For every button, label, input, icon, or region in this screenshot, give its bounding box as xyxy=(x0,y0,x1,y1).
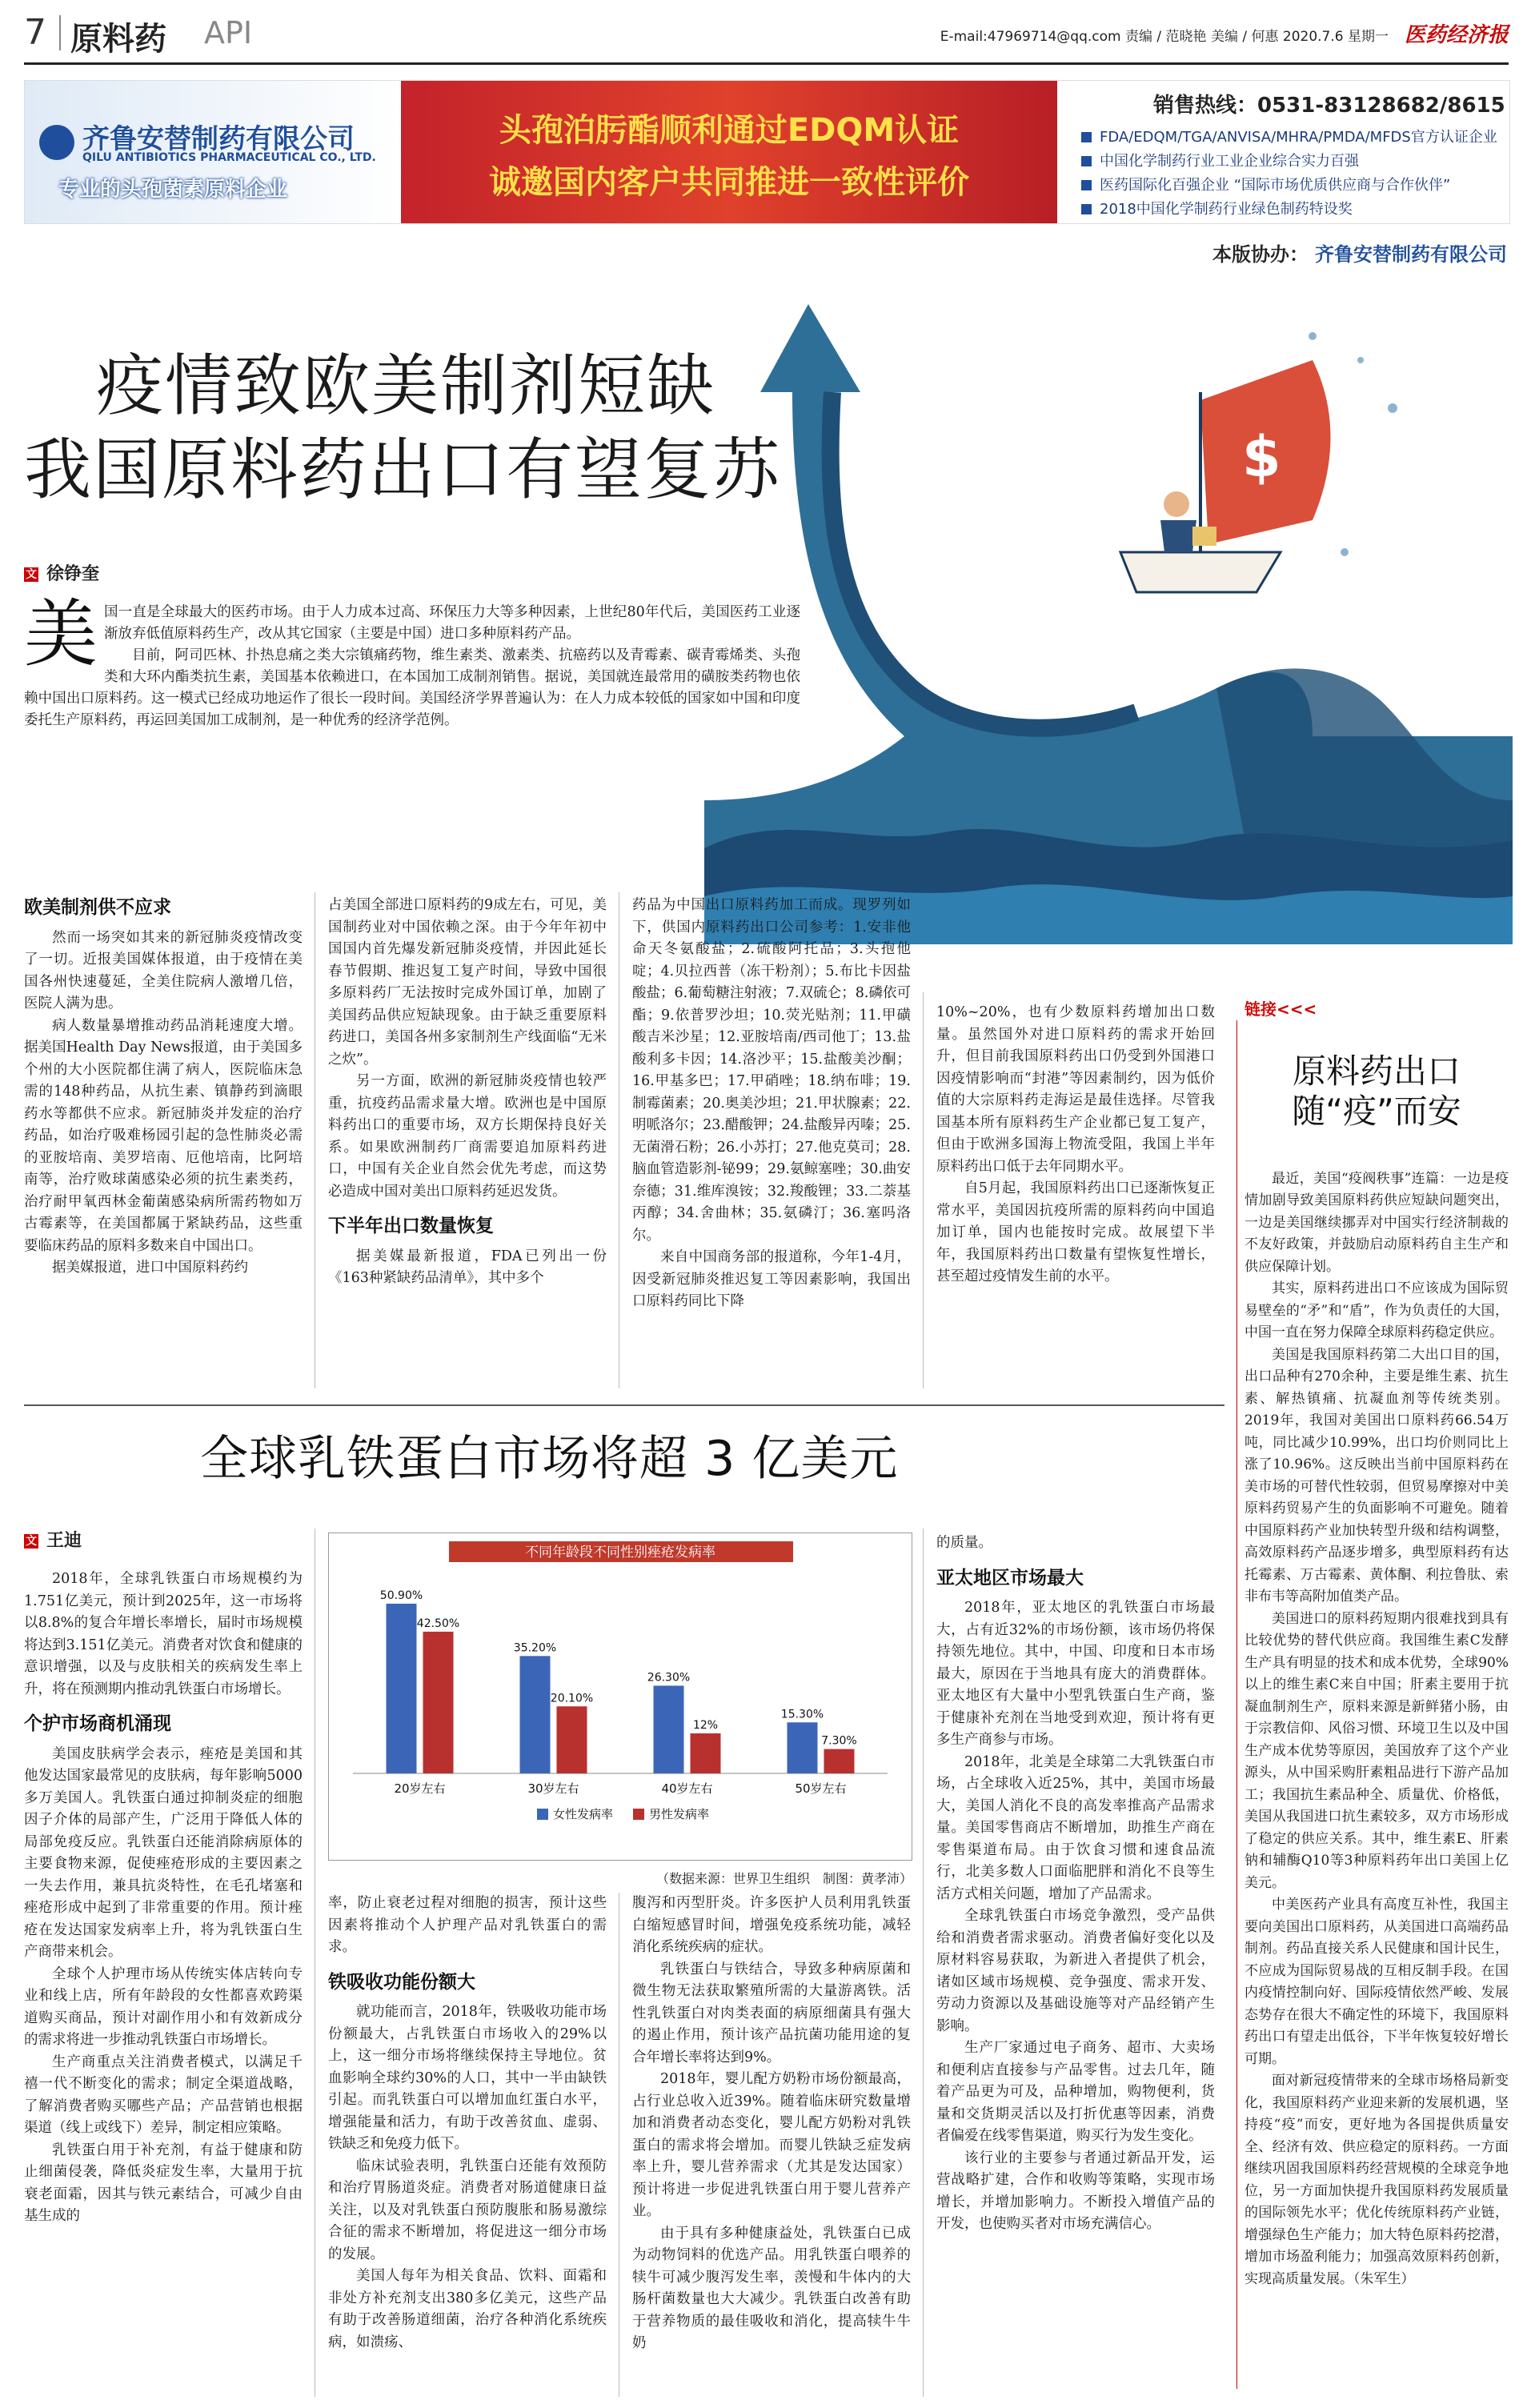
article2-byline xyxy=(24,1527,82,1552)
paragraph: 自5月起，我国原料药出口已逐渐恢复正常水平，美国因抗疫所需的原料药向中国追加订单，国内也能按时完成。故展望下半年，我国原料药出口数量有望恢复性增长，甚至超过疫情发生前的水平。 xyxy=(936,1180,1215,1284)
paragraph: 据美媒报道，进口中国原料药约 xyxy=(52,1260,248,1276)
dollar-sign-icon: $ xyxy=(1242,424,1281,490)
paragraph: 最近，美国“疫阀秩事”连篇：一边是疫情加剧导致美国原料药供应短缺问题突出，一边是美国继续挪弄对中国实行经济制裁的不友好政策，并鼓励启动原料药自主生产和供应保障计划。 xyxy=(1244,1170,1509,1275)
chart-bar xyxy=(788,1722,818,1773)
paragraph: 另一方面，欧洲的新冠肺炎疫情也较严重，抗疫药品需求量大增。欧洲也是中国原料药出口的重要市场，双方长期保持良好关系。如果欧洲制药厂商需要追加原料药进口，中国有关企业自然会优先考虑，而这势必造成中国对美出口原料药延迟发货。 xyxy=(328,1073,607,1200)
chart-legend-label: 女性发病率 xyxy=(553,1807,614,1821)
paragraph: 生产厂家通过电子商务、超市、大卖场和便利店直接参与产品零售。过去几年，随着产品更为可及，品种增加，购物便利，货量和交货期灵活以及打折优惠等因素，消费者偏爱在线零售渠道，购买行为发生变化。 xyxy=(936,2040,1215,2144)
article1-lead xyxy=(24,591,800,731)
byline-tag: 文 xyxy=(26,1535,37,1548)
banner-item: 2018中国化学制药行业绿色制药特设奖 xyxy=(1081,198,1353,218)
lead-paragraph-1: 国一直是全球最大的医药市场。由于人力成本过高、环保压力大等多种因素，上世纪80年代后，美国医药工业逐渐放弃低值原料药生产，改从其它国家（主要是中国）进口多种原料药产品。 xyxy=(104,604,800,642)
chart-bar xyxy=(520,1656,551,1773)
chart-data-label: 26.30% xyxy=(647,1671,691,1685)
chart-legend-swatch xyxy=(633,1809,644,1820)
chart-data-label: 12% xyxy=(692,1719,719,1732)
banner-company-name: 齐鲁安替制药有限公司 xyxy=(82,123,355,155)
column-divider xyxy=(923,1529,924,2397)
banner-slogan: 专业的头孢菌素原料企业 xyxy=(58,178,288,202)
paragraph: 中美医药产业具有高度互补性，我国主要向美国出口原料药，从美国进口高端药品制剂。药品直接关系人民健康和国计民生，不应成为国际贸易战的互相反制手段。在国内疫情控制向好、国际疫情依然严峻、发展态势存在很大不确定性的环境下，我国原料药出口有望走出低谷，下半年恢复较好增长可期。 xyxy=(1244,1897,1509,2067)
chart-category-label: 40岁左右 xyxy=(661,1781,713,1796)
paragraph: 然而一场突如其来的新冠肺炎疫情改变了一切。近报美国媒体报道，由于疫情在美国各州快速蔓延，全美住院病人激增几倍，医院人满为患。 xyxy=(24,929,303,1012)
company-logo-icon xyxy=(39,125,74,160)
chart-category-label: 50岁左右 xyxy=(795,1781,847,1796)
chart-data-label: 35.20% xyxy=(513,1641,557,1655)
sailboat-icon xyxy=(1120,360,1331,592)
paragraph: 乳铁蛋白用于补充剂，有益于健康和防止细菌侵袭，降低炎症发生率，大量用于抗衰老面霜，因其与铁元素结合，可减少自由基生成的 xyxy=(24,2142,303,2224)
sidebar-title xyxy=(1244,1052,1509,1132)
sidebar-body xyxy=(1244,1168,1509,2291)
paragraph: 药品为中国出口原料药加工而成。现罗列如下，供国内原料药出口公司参考：1.安非他命天冬氨酸盐；2.硫酸阿托品；3.头孢他啶；4.贝拉西普（冻干粉剂）；5.布比卡因盐酸盐；6.葡萄糖注射液；7.双硫仑；8.磷依可酯；9.依普罗沙坦；10.荧光贴剂；11.甲磺酸吉米沙星；12.亚胺培南/西司他丁；13.盐酸利多卡因；14.洛沙平；15.盐酸美沙酮；16.甲基多巴；17.甲硝唑；18.纳布啡；19.制霉菌素；20.奥美沙坦；21.甲状腺素；22.明哌洛尔；23.醋酸钾；24.盐酸异丙嗪；25.无菌滑石粉；26.小苏打；27.他克莫司；28.脑血管造影剂-铋99；29.氨鲸塞唑；30.曲安奈德；31.维库溴铵；32.羧酸锂；33.二萘基丙醇；34.舍曲林；35.氨磷汀；36.塞吗洛尔。 xyxy=(632,897,911,1244)
paragraph: 的质量。 xyxy=(936,1535,992,1551)
section-title-en: API xyxy=(204,15,253,50)
subhead: 个护市场商机涌现 xyxy=(24,1713,171,1734)
masthead-rule xyxy=(24,62,1509,65)
paragraph: 据美媒最新报道，FDA已列出一份《163种紧缺药品清单》，其中多个 xyxy=(328,1248,607,1286)
article1-headline xyxy=(24,344,782,512)
paragraph: 占美国全部进口原料药的9成左右，可见，美国制药业对中国依赖之深。由于今年年初中国国内首先爆发新冠肺炎疫情，并因此延长春节假期、推迟复工复产时间，导致中国很多原料药厂无法按时完成外国订单，加剧了美国药品供应短缺现象。由于缺乏重要原料药进口，美国各州多家制剂生产线面临“无米之炊”。 xyxy=(328,897,607,1068)
chart-data-label: 15.30% xyxy=(780,1708,824,1721)
paragraph: 就功能而言，2018年，铁吸收功能市场份额最大，占乳铁蛋白市场收入的29%以上，这一细分市场将继续保持主导地位。贫血影响全球约30%的人口，其中一半由缺铁引起。而乳铁蛋白可以增加血红蛋白水平，增强能量和活力，有助于改善贫血、虚弱、铁缺乏和免疫力低下。 xyxy=(328,2004,607,2152)
paragraph: 来自中国商务部的报道称，今年1-4月，因受新冠肺炎推迟复工等因素影响，我国出口原料药同比下降 xyxy=(632,1249,911,1309)
cosponsor-line xyxy=(1212,238,1507,266)
sidebar-rule xyxy=(1236,1020,1237,2389)
chart-legend-label: 男性发病率 xyxy=(649,1807,710,1821)
author-name: 徐铮奎 xyxy=(46,563,100,584)
chart-category-label: 20岁左右 xyxy=(394,1781,446,1796)
banner-item: 医药国际化百强企业 “国际市场优质供应商与合作伙伴” xyxy=(1081,174,1450,194)
paragraph: 10%~20%，也有少数原料药增加出口数量。虽然国外对进口原料药的需求开始回升，但目前我国原料药出口仍受到外国港口因疫情影响而“封港”等因素制约，因为低价值的大宗原料药走海运是最佳选择。尽管我国基本所有原料药生产企业都已复工复产，但由于欧洲多国海上物流受阻，我国上半年原料药出口低于去年同期水平。 xyxy=(936,1004,1215,1175)
subhead: 下半年出口数量恢复 xyxy=(328,1216,494,1236)
article2-column-4 xyxy=(936,1533,1215,2236)
chart-bar xyxy=(423,1632,454,1773)
author-name: 王迪 xyxy=(46,1530,82,1551)
banner-company-name-en: QILU ANTIBIOTICS PHARMACEUTICAL CO., LTD. xyxy=(82,151,376,164)
export-illustration xyxy=(704,288,1513,944)
byline-tag: 文 xyxy=(26,568,37,581)
chart-data-label: 7.30% xyxy=(821,1734,857,1748)
banner-headline-2: 诚邀国内客户共同推进一致性评价 xyxy=(489,164,969,201)
paragraph: 率，防止衰老过程对细胞的损害，预计这些因素将推动个人护理产品对乳铁蛋白的需求。 xyxy=(328,1895,607,1955)
acne-incidence-chart xyxy=(328,1533,912,1861)
paragraph: 腹泻和丙型肝炎。许多医护人员利用乳铁蛋白缩短感冒时间，增强免疫系统功能，减轻消化系统疾病的症状。 xyxy=(632,1895,911,1955)
sidebar-link-box xyxy=(1244,996,1509,2290)
paragraph: 临床试验表明，乳铁蛋白还能有效预防和治疗胃肠道炎症。消费者对肠道健康日益关注，以及对乳铁蛋白预防腹胀和肠易激综合征的需求不断增加，将促进这一细分市场的发展。 xyxy=(328,2158,607,2262)
sidebar-tag: 链接<<< xyxy=(1244,1000,1317,1019)
banner-item: 中国化学制药行业工业企业综合实力百强 xyxy=(1081,150,1359,170)
article1-column-3 xyxy=(632,895,911,1313)
banner-item: FDA/EDQM/TGA/ANVISA/MHRA/PMDA/MFDS官方认证企业 xyxy=(1081,126,1497,146)
article2-column-3 xyxy=(632,1893,911,2355)
chart-title: 不同年龄段不同性别痤疮发病率 xyxy=(525,1545,715,1561)
banner-headline-panel xyxy=(401,81,1057,223)
lead-paragraph-2: 目前，阿司匹林、扑热息痛之类大宗镇痛药物，维生素类、激素类、抗癌药以及青霉素、碳青霉烯类、头孢类和大环内酯类抗生素，美国基本依赖进口，在本国加工成制剂销售。据说，美国就连最常用的磺胺类药物也依赖中国出口原料药。这一模式已经成功地运作了很长一段时间。美国经济学界普遍认为：在人力成本较低的国家如中国和印度委托生产原料药，再运回美国加工成制剂，是一种优秀的经济学范例。 xyxy=(24,647,800,728)
paragraph: 美国是我国原料药第二大出口目的国，出口品种有270余种，主要是维生素、抗生素、解热镇痛、抗凝血剂等传统类别。2019年，我国对美国出口原料药66.54万吨，同比减少10.99%，出口均价则同比上涨了10.96%。这反映出当前中国原料药在美市场的可替代性较弱，但贸易摩擦对中美原料药贸易产生的负面影响不可避免。随着中国原料药产业加快转型升级和结构调整，高效原料药产品逐步增多，典型原料药有达托霉素、万古霉素、黄体酮、利拉鲁肽、索非布韦等高附加值类产品。 xyxy=(1244,1346,1509,1605)
page-masthead xyxy=(24,12,1509,62)
column-divider xyxy=(923,992,924,1388)
dropcap: 美 xyxy=(24,591,98,677)
article2-headline: 全球乳铁蛋白市场将超 3 亿美元 xyxy=(200,1431,899,1487)
chart-bar xyxy=(691,1733,721,1773)
masthead-meta: E-mail:47969714@qq.com 责编 / 范晓艳 美编 / 何惠 2020.7.6 星期一 xyxy=(940,29,1389,45)
paragraph: 面对新冠疫情带来的全球市场格局新变化，我国原料药产业迎来新的发展机遇，坚持疫“疫”而安，更好地为各国提供质量安全、经济有效、供应稳定的原料药。一方面继续巩固我国原料药经营规模的全球竞争地位，另一方面加快提升我国原料药发展质量的国际领先水平；优化传统原料药产业链，增强绿色生产能力；加大特色原料药挖潜，增加市场盈利能力；加强高效原料药创新，实现高质量发展。（朱军生） xyxy=(1244,2073,1509,2287)
paragraph: 全球个人护理市场从传统实体店转向专业和线上店，所有年龄段的女性都喜欢跨渠道购买商品，预计对副作用小和有效新成分的需求将进一步推动乳铁蛋白市场增长。 xyxy=(24,1965,303,2048)
banner-company-panel xyxy=(25,81,401,223)
article1-byline xyxy=(24,560,99,585)
subhead: 亚太地区市场最大 xyxy=(936,1567,1084,1589)
banner-headline-1: 头孢泊肟酯顺利通过EDQM认证 xyxy=(499,112,960,149)
chart-svg xyxy=(329,1533,912,1860)
article2-column-1 xyxy=(24,1569,303,2228)
banner-hotline: 销售热线：0531-83128682/8615 xyxy=(1153,94,1505,118)
banner-ad xyxy=(24,80,1510,224)
chart-legend-swatch xyxy=(537,1809,548,1820)
chart-data-label: 50.90% xyxy=(379,1589,423,1602)
masthead-divider xyxy=(59,15,61,50)
article1-column-2 xyxy=(328,895,607,1290)
paragraph: 美国人每年为相关食品、饮料、面霜和非处方补充剂支出380多亿美元，这些产品有助于改善肠道细菌，治疗各种消化系统疾病，如溃疡、 xyxy=(328,2268,607,2350)
subhead: 欧美制剂供不应求 xyxy=(24,897,171,918)
sidebar-title-line1: 原料药出口 xyxy=(1292,1052,1461,1091)
chart-bar xyxy=(654,1685,684,1773)
newspaper-logo: 医药经济报 xyxy=(1404,23,1509,47)
article1-column-4 xyxy=(936,1002,1215,1288)
paragraph: 2018年，北美是全球第二大乳铁蛋白市场，占全球收入近25%，其中，美国市场最大，美国人消化不良的高发率推高产品需求量。美国零售商店不断增加，助推生产商在零售渠道布局。由于饮食习惯和速食品流行，北美多数人口面临肥胖和消化不良等生活方式相关问题，增加了产品需求。 xyxy=(936,1753,1215,1902)
chart-category-label: 30岁左右 xyxy=(527,1781,579,1796)
banner-info-panel xyxy=(1057,81,1509,223)
section-rule xyxy=(24,1404,1224,1406)
cosponsor-name: 齐鲁安替制药有限公司 xyxy=(1315,243,1507,266)
chart-source: （数据来源：世界卫生组织 制图：黄孝沛） xyxy=(655,1871,912,1886)
chart-bar xyxy=(557,1706,587,1773)
cosponsor-label: 本版协办： xyxy=(1212,243,1309,266)
paragraph: 由于具有多种健康益处，乳铁蛋白已成为动物饲料的优选产品。用乳铁蛋白喂养的犊牛可减少腹泻发生率，羡慢和牛体内的大肠杆菌数量也大大减少。乳铁蛋白改善有助于营养物质的最佳吸收和消化，提高犊牛牛奶 xyxy=(632,2225,911,2351)
paragraph: 全球乳铁蛋白市场竞争激烈，受产品供给和消费者需求驱动。消费者偏好变化以及原材料容易获取，为新进入者提供了机会，诸如区域市场规模、竞争强度、需求开发、劳动力资源以及基础设施等对产品经销产生影响。 xyxy=(936,1908,1215,2034)
chart-bar xyxy=(387,1604,417,1773)
paragraph: 该行业的主要参与者通过新品开发，运营战略扩建，合作和收购等策略，实现市场增长，并增加影响力。不断投入增值产品的开发，也使购买者对市场充满信心。 xyxy=(936,2150,1215,2232)
sidebar-title-line2: 随“疫”而安 xyxy=(1292,1092,1461,1132)
paragraph: 生产商重点关注消费者模式，以满足千禧一代不断变化的需求；制定全渠道战略，了解消费者购买哪些产品；产品营销也根据渠道（线上或线下）差异，制定相应策略。 xyxy=(24,2053,303,2136)
paragraph: 美国皮肤病学会表示，痤疮是美国和其他发达国家最常见的皮肤病，每年影响5000多万美国人。乳铁蛋白通过抑制炎症的细胞因子介体的局部产生，广泛用于降低人体的局部免疫反应。乳铁蛋白还能消除病原体的主要食物来源，促使痤疮形成的主要因素之一失去作用，兼具抗炎特性，在毛孔堵塞和痤疮形成中起到了非常重要的作用。预计痤疮在发达国家发病率上升，将为乳铁蛋白生产商带来机会。 xyxy=(24,1745,303,1960)
paragraph: 美国进口的原料药短期内很难找到具有比较优势的替代供应商。我国维生素C发酵生产具有明显的技术和成本优势，全球90%以上的维生素C来自中国；肝素主要用于抗凝血制剂生产，原料来源是新鲜猪小肠，由于宗教信仰、风俗习惯、环境卫生以及中国生产成本优势等原因，美国放弃了这个产业源头，从中国采购肝素粗品进行下游产品加工；我国抗生素品种全、质量优、价格低，美国从我国进口抗生素较多，双方市场形成了稳定的供应关系。其中，维生素E、肝素钠和辅酶Q10等3种原料药年出口美国上亿美元。 xyxy=(1244,1610,1509,1891)
chart-data-label: 20.10% xyxy=(550,1692,594,1705)
chart-data-label: 42.50% xyxy=(416,1617,460,1630)
section-title: 原料药 xyxy=(70,21,166,58)
chart-bar xyxy=(824,1749,855,1773)
article2-column-2 xyxy=(328,1893,607,2354)
subhead: 铁吸收功能份额大 xyxy=(328,1971,475,1993)
page-number: 7 xyxy=(24,12,46,53)
article1-headline-line2: 我国原料药出口有望复苏 xyxy=(24,431,782,509)
paragraph: 病人数量暴增推动药品消耗速度大增。据美国Health Day News报道，由于美国多个州的大小医院都住满了病人，医院临床急需的148种药品，从抗生素、镇静药到滴眼药水等都供不应求。新冠肺炎并发症的治疗药品，如治疗吸难杨园引起的急性肺炎必需的亚胺培南、美罗培南、厄他培南，比阿培南等，治疗败球菌感染必须的抗生素类药，治疗耐甲氧西林金葡菌感染病所需药物如万古霉素等，在美国都属于紧缺药品，这些重要临床药品的原料多数来自中国出口。 xyxy=(24,1017,303,1254)
article1-column-1 xyxy=(24,892,303,1280)
paragraph: 2018年，婴儿配方奶粉市场份额最高，占行业总收入近39%。随着临床研究数量增加和消费者动态变化，婴儿配方奶粉对乳铁蛋白的需求将会增加。而婴儿铁缺乏症发病率上升，婴儿营养需求（尤其是发达国家）预计将进一步促进乳铁蛋白用于婴儿营养产业。 xyxy=(632,2071,911,2219)
paragraph: 乳铁蛋白与铁结合，导致多种病原菌和微生物无法获取繁殖所需的大量游离铁。活性乳铁蛋白对肉类表面的病原细菌具有强大的遏止作用，预计该产品抗菌功能用途的复合年增长率将达到9%。 xyxy=(632,1961,911,2065)
article1-headline-line1: 疫情致欧美制剂短缺 xyxy=(96,347,716,425)
paragraph: 2018年，全球乳铁蛋白市场规模约为1.751亿美元，预计到2025年，这一市场将以8.8%的复合年增长率增长，届时市场规模将达到3.151亿美元。消费者对饮食和健康的意识增强，以及与皮肤相关的疾病发生率上升，将在预测期内推动乳铁蛋白市场增长。 xyxy=(24,1571,303,1697)
paragraph: 其实，原料药进出口不应该成为国际贸易壁垒的“矛”和“盾”，作为负责任的大国，中国一直在努力保障全球原料药稳定供应。 xyxy=(1244,1280,1509,1341)
paragraph: 2018年，亚太地区的乳铁蛋白市场最大，占有近32%的市场份额，该市场仍将保持领先地位。其中，中国、印度和日本市场最大，原因在于当地具有庞大的消费群体。亚太地区有大量中小型乳铁蛋白生产商，鉴于健康补充剂在当地受到欢迎，预计将有更多生产商参与市场。 xyxy=(936,1600,1215,1748)
